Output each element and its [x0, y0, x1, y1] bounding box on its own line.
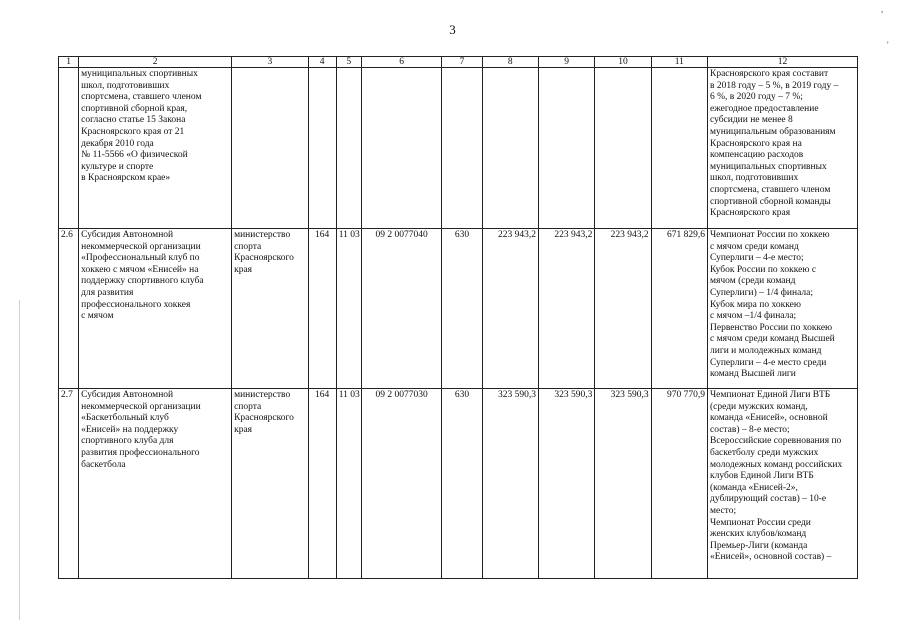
measure-name: Субсидия Автономной некоммерческой организации «Профессиональный клуб по хоккею с мячом «Енисей» на поддержку спортивного клуба для развития профессионального хоккея с мячом [79, 229, 232, 389]
amount-total: 671 829,6 [651, 229, 707, 389]
scan-mark: ' [887, 40, 889, 50]
row-number: 2.6 [59, 229, 79, 389]
expected-result: Чемпионат России по хоккею с мячом среди команд Суперлиги – 4-е место; Кубок России по хоккею с мячом (среди команд Суперлиги) – 1/4 финала; Кубок мира по хоккею с мячом –1/4 финала; Первенство России по хоккею с мячом среди команд Высшей лиги и молодежных команд Суперлиги – 4-е место среди команд Высшей лиги [708, 229, 858, 389]
page-number: 3 [449, 22, 456, 37]
measure-name: муниципальных спортивных школ, подготовивших спортсмена, ставшего членом спортивной сборной края, согласно статье 15 Закона Красноярского края от 21 декабря 2010 года № 11-5566 «О физической культуре и спорте в Красноярском крае» [79, 68, 232, 229]
table-row [59, 389, 858, 579]
amount-2020: 223 943,2 [595, 229, 651, 389]
amount-2019 [538, 68, 594, 229]
rzpr-code [336, 68, 361, 229]
column-header: 12 [708, 57, 858, 68]
row-number [59, 68, 79, 229]
column-header: 5 [336, 57, 361, 68]
column-header: 9 [538, 57, 594, 68]
amount-2020 [595, 68, 651, 229]
amount-2018: 323 590,3 [482, 389, 538, 579]
measure-name: Субсидия Автономной некоммерческой организации «Баскетбольный клуб «Енисей» на поддержку спортивного клуба для развития профессионального баскетбола [79, 389, 232, 579]
scan-mark: , [881, 4, 884, 14]
column-header: 11 [651, 57, 707, 68]
budget-table [58, 56, 858, 579]
grbs-code: 164 [308, 389, 336, 579]
amount-2020: 323 590,3 [595, 389, 651, 579]
grbs-code: 164 [308, 229, 336, 389]
column-header: 7 [442, 57, 482, 68]
csr-code [361, 68, 442, 229]
vr-code: 630 [442, 229, 482, 389]
rzpr-code: 11 03 [336, 389, 361, 579]
column-header: 4 [308, 57, 336, 68]
csr-code: 09 2 0077030 [361, 389, 442, 579]
vr-code: 630 [442, 389, 482, 579]
column-header: 8 [482, 57, 538, 68]
amount-total: 970 770,9 [651, 389, 707, 579]
rzpr-code: 11 03 [336, 229, 361, 389]
amount-total [651, 68, 707, 229]
grbs-code [308, 68, 336, 229]
column-header: 6 [361, 57, 442, 68]
vr-code [442, 68, 482, 229]
expected-result: Чемпионат Единой Лиги ВТБ (среди мужских команд, команда «Енисей», основной состав) – 8-е место; Всероссийские соревнования по баскетболу среди мужских молодежных команд российских клубов Единой Лиги ВТБ (команда «Енисей-2», дублирующий состав) – 10-е место; Чемпионат России среди женских клубов/команд Премьер-Лиги (команда «Енисей», основной состав) – [708, 389, 858, 579]
column-header: 10 [595, 57, 651, 68]
table-row [59, 229, 858, 389]
table-row [59, 68, 858, 229]
grbs-name [232, 68, 308, 229]
scan-edge-line [19, 300, 20, 620]
amount-2019: 223 943,2 [538, 229, 594, 389]
amount-2018 [482, 68, 538, 229]
column-header: 3 [232, 57, 308, 68]
column-header: 1 [59, 57, 79, 68]
csr-code: 09 2 0077040 [361, 229, 442, 389]
row-number: 2.7 [59, 389, 79, 579]
grbs-name: министерство спорта Красноярского края [232, 389, 308, 579]
amount-2018: 223 943,2 [482, 229, 538, 389]
column-header: 2 [79, 57, 232, 68]
expected-result: Красноярского края составит в 2018 году – 5 %, в 2019 году – 6 %, в 2020 году – 7 %; ежегодное предоставление субсидии не менее 8 муниципальным образованиям Красноярского края на компенсацию расходов муниципальных спортивных школ, подготовивших спортсмена, ставшего членом спортивной сборной команды Красноярского края [708, 68, 858, 229]
grbs-name: министерство спорта Красноярского края [232, 229, 308, 389]
amount-2019: 323 590,3 [538, 389, 594, 579]
table-header-row [59, 57, 858, 68]
